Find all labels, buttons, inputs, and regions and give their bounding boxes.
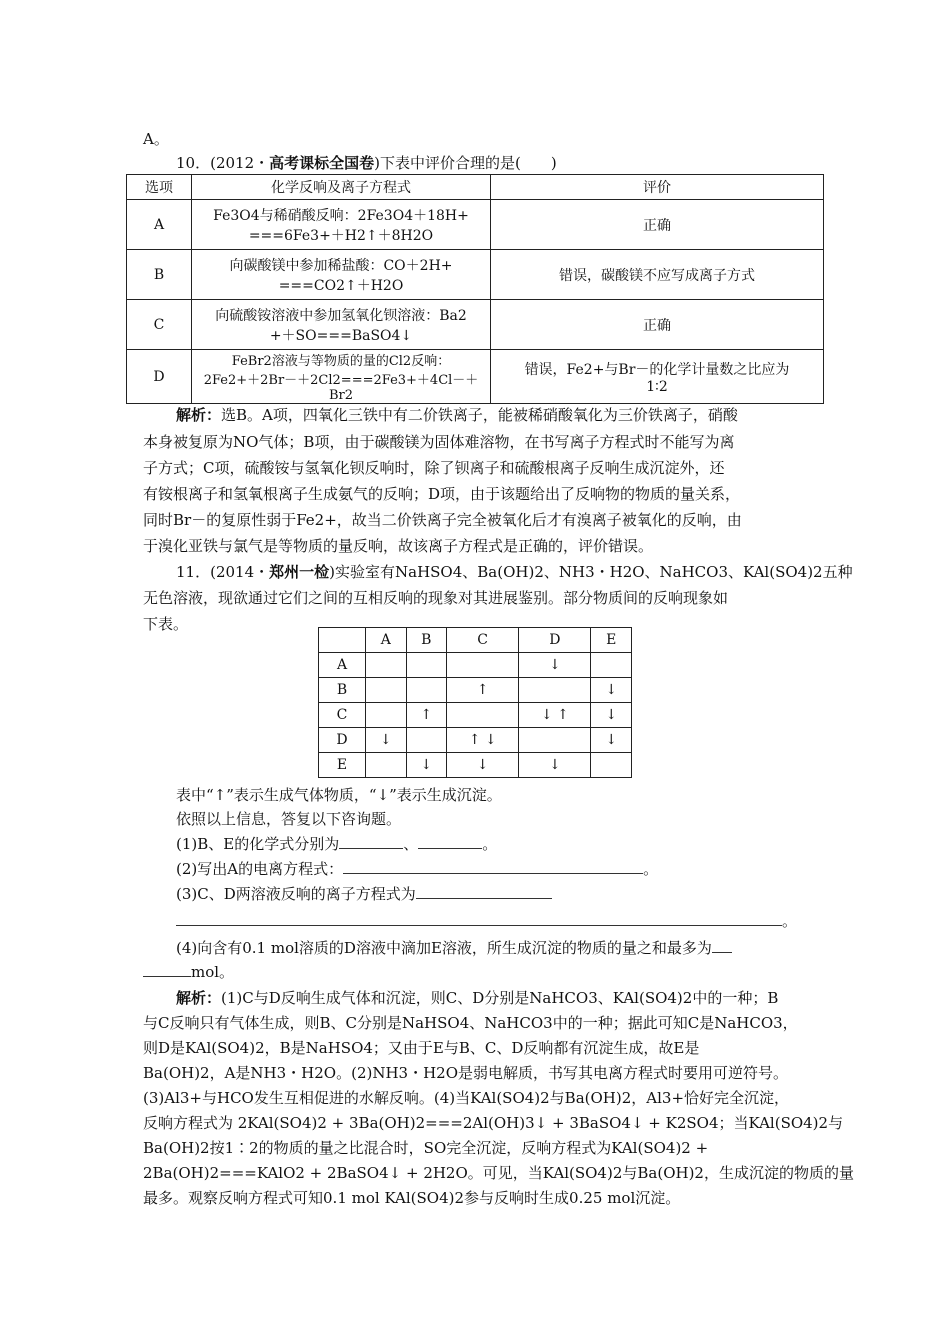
equation-line: ===6Fe3+＋H2↑＋8H2O [248,227,434,244]
grid-cell [406,728,447,753]
equation-line: 向碳酸镁中参加稀盐酸：CO＋2H+ [229,257,453,274]
sub-question-3 [176,883,552,905]
equation-line: ===CO2↑＋H2O [278,277,404,294]
analysis-label: 解析： [176,406,222,424]
sub-question-4-continuation [143,961,234,983]
analysis-line: 本身被复原为NO气体；B项，由于碳酸镁为固体难溶物，在书写离子方程式时不能写为离 [143,433,735,451]
evaluation-line: 错误，Fe2+与Br－的化学计量数之比应为 [524,361,790,378]
table-header-row [127,175,824,200]
equation-cell [192,250,491,300]
evaluation-table [126,174,824,404]
analysis-line [176,987,778,1009]
question-source: 高考课标全国卷 [269,154,375,172]
grid-row-label: C [319,703,366,728]
grid-cell: ↑ [406,703,447,728]
grid-cell [591,753,632,778]
evaluation-cell [491,350,824,404]
question-source: 郑州一检 [269,563,330,581]
sub-question-3-continuation [176,910,797,932]
grid-cell [447,703,519,728]
question-11-heading [176,561,853,583]
answer-blank[interactable] [416,884,552,899]
legend-text: 表中“↑”表示生成气体物质，“↓”表示生成沉淀。 [176,786,502,804]
grid-cell: ↑ ↓ [447,728,519,753]
evaluation-line: 正确 [643,217,671,234]
grid-cell: ↓ [591,703,632,728]
instruction-text: 依照以上信息，答复以下咨询题。 [176,810,402,828]
grid-cell: ↓ [591,678,632,703]
analysis-line: 与C反响只有气体生成，则B、C分别是NaHSO4、NaHCO3中的一种；据此可知C是NaHCO3， [143,1014,798,1032]
analysis-line: 同时Br－的复原性弱于Fe2+，故当二价铁离子完全被氧化后才有溴离子被氧化的反响，由 [143,511,742,529]
unit-text: mol。 [191,963,235,981]
sub-question-text: (1)B、E的化学式分别为 [176,835,340,853]
evaluation-cell [491,250,824,300]
reaction-grid [318,627,632,778]
grid-cell [366,703,407,728]
option-cell: D [127,350,192,404]
analysis-line: 反响方程式为 2KAl(SO4)2 + 3Ba(OH)2===2Al(OH)3↓ + 3BaSO4↓ + K2SO4；当KAl(SO4)2与 [143,1114,844,1132]
sub-question-text: (3)C、D两溶液反响的离子方程式为 [176,885,416,903]
grid-cell [406,653,447,678]
analysis-line [176,404,738,426]
analysis-line: Ba(OH)2，A是NH3・H2O。(2)NH3・H2O是弱电解质，书写其电离方程式时要用可逆符号。 [143,1064,789,1082]
grid-cell [591,653,632,678]
evaluation-line: 1∶2 [646,378,668,395]
grid-cell [366,653,407,678]
grid-cell [366,753,407,778]
header-cell: 评价 [491,175,824,200]
grid-row-label: A [319,653,366,678]
grid-cell: ↓ [406,753,447,778]
evaluation-cell [491,200,824,250]
grid-cell [447,653,519,678]
question-intro-line: 无色溶液，现欲通过它们之间的互相反响的现象对其进展鉴别。部分物质间的反响现象如 [143,589,729,607]
analysis-line: 于溴化亚铁与氯气是等物质的量反响，故该离子方程式是正确的，评价错误。 [143,537,654,555]
grid-row [319,653,632,678]
equation-line: Fe3O4与稀硝酸反响：2Fe3O4＋18H+ [213,207,469,224]
equation-line: 2Fe2+＋2Br－＋2Cl2===2Fe3+＋4Cl－＋Br2 [203,373,479,403]
table-row [127,200,824,250]
grid-header-cell: E [591,628,632,653]
question-number: 10． [176,154,211,172]
analysis-line: Ba(OH)2按1∶2的物质的量之比混合时，SO完全沉淀，反响方程式为KAl(SO4)2 + [143,1139,709,1157]
question-text: 下表中评价合理的是( ) [380,154,557,172]
question-number: 11． [176,563,211,581]
analysis-text: 选B。A项，四氧化三铁中有二价铁离子，能被稀硝酸氧化为三价铁离子，硝酸 [221,406,738,424]
grid-row [319,728,632,753]
sub-question-1 [176,833,497,855]
grid-cell: ↓ [447,753,519,778]
sub-question-2 [176,858,658,880]
sub-question-text: (4)向含有0.1 mol溶质的D溶液中滴加E溶液，所生成沉淀的物质的量之和最多为 [176,939,712,957]
table-row [127,300,824,350]
question-source-close: ) [329,563,335,581]
equation-line: FeBr2溶液与等物质的量的Cl2反响： [231,354,451,369]
grid-header-cell: B [406,628,447,653]
answer-blank[interactable] [343,859,643,874]
question-intro-line: 下表。 [143,615,189,633]
question-intro: 实验室有NaHSO4、Ba(OH)2、NH3・H2O、NaHCO3、KAl(SO4)2五种 [335,563,853,581]
grid-header-cell: A [366,628,407,653]
analysis-line: (3)Al3+与HCO发生互相促进的水解反响。(4)当KAl(SO4)2与Ba(OH)2，Al3+恰好完全沉淀， [143,1089,790,1107]
equation-cell [192,200,491,250]
answer-blank[interactable] [143,962,191,977]
grid-header-cell: C [447,628,519,653]
grid-cell: ↑ [447,678,519,703]
evaluation-line: 错误，碳酸镁不应写成离子方式 [559,267,755,284]
header-cell: 化学反响及离子方程式 [192,175,491,200]
grid-cell: ↓ ↑ [519,703,591,728]
sub-question-4 [176,937,732,959]
option-cell: B [127,250,192,300]
grid-header-row [319,628,632,653]
table-row [127,250,824,300]
period: 。 [643,860,659,878]
equation-cell [192,300,491,350]
answer-blank[interactable] [339,834,403,849]
analysis-line: 2Ba(OH)2===KAlO2 + 2BaSO4↓ + 2H2O。可见，当KAl(SO4)2与Ba(OH)2，生成沉淀的物质的量 [143,1164,854,1182]
analysis-label: 解析： [176,989,222,1007]
question-source-close: ) [374,154,380,172]
period: 。 [482,835,498,853]
period: 。 [782,912,798,930]
evaluation-line: 正确 [643,317,671,334]
equation-line: 向硫酸铵溶液中参加氢氧化钡溶液：Ba2 [215,307,467,324]
option-cell: C [127,300,192,350]
option-cell: A [127,200,192,250]
question-source-open: (2014・ [210,563,270,581]
grid-cell: ↓ [519,653,591,678]
grid-cell [519,728,591,753]
sub-question-text: (2)写出A的电离方程式： [176,860,344,878]
analysis-text: (1)C与D反响生成气体和沉淀，则C、D分别是NaHCO3、KAl(SO4)2中的一种；B [221,989,779,1007]
grid-row-label: B [319,678,366,703]
equation-line: +＋SO===BaSO4↓ [269,327,413,344]
analysis-line: 有铵根离子和氢氧根离子生成氨气的反响；D项，由于该题给出了反响物的物质的量关系， [143,485,741,503]
grid-header-cell [319,628,366,653]
equation-cell [192,350,491,404]
grid-row-label: D [319,728,366,753]
grid-cell [406,678,447,703]
header-cell: 选项 [127,175,192,200]
grid-cell: ↓ [366,728,407,753]
grid-row [319,678,632,703]
analysis-line: 子方式；C项，硫酸铵与氢氧化钡反响时，除了钡离子和硫酸根离子反响生成沉淀外，还 [143,459,725,477]
grid-cell [366,678,407,703]
grid-header-cell: D [519,628,591,653]
grid-cell [519,678,591,703]
separator: 、 [403,835,419,853]
answer-blank[interactable] [176,911,782,926]
grid-cell: ↓ [591,728,632,753]
grid-row-label: E [319,753,366,778]
question-10-heading [176,152,557,173]
grid-row [319,703,632,728]
grid-row [319,753,632,778]
evaluation-cell [491,300,824,350]
analysis-line: 则D是KAl(SO4)2，B是NaHSO4；又由于E与B、C、D反响都有沉淀生成，故E是 [143,1039,700,1057]
answer-blank[interactable] [712,938,732,953]
table-row [127,350,824,404]
question-source-open: (2012・ [210,154,270,172]
analysis-line: 最多。观察反响方程式可知0.1 mol KAl(SO4)2参与反响时生成0.25 mol沉淀。 [143,1189,681,1207]
previous-answer-fragment: A。 [143,130,169,148]
grid-cell: ↓ [519,753,591,778]
answer-blank[interactable] [418,834,482,849]
